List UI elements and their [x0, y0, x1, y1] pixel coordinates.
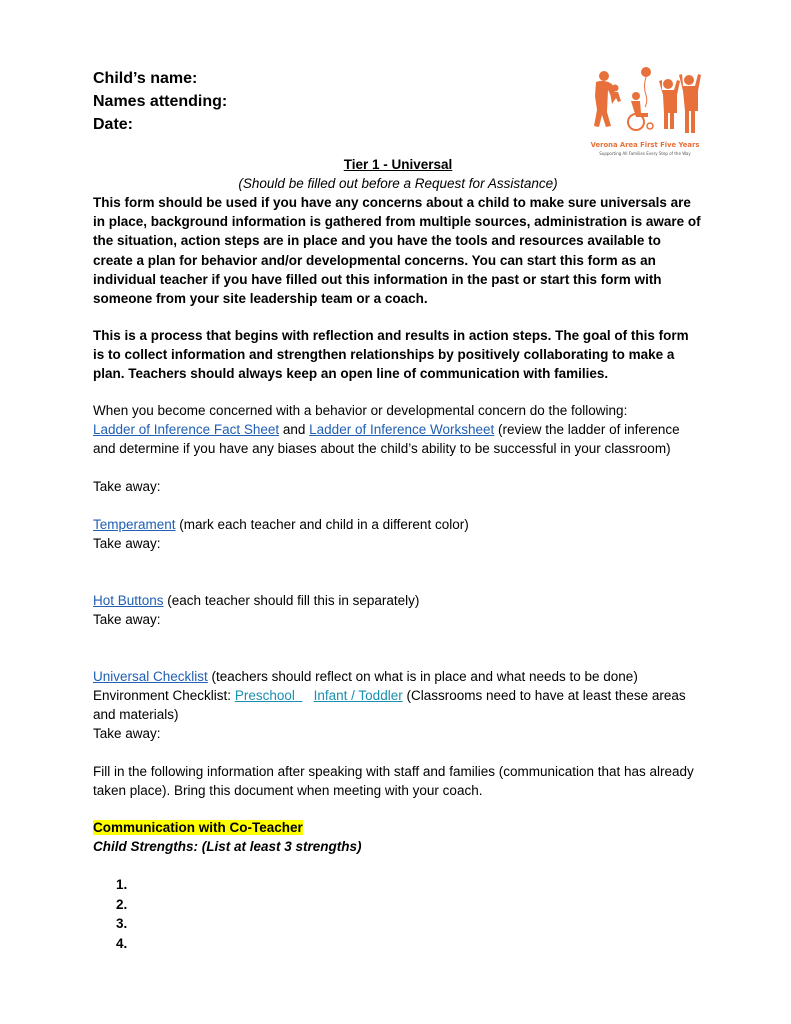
- universal-checklist-description: (teachers should reflect on what is in place and what needs to be done): [207, 669, 638, 684]
- ladder-of-inference-fact-sheet-link[interactable]: Ladder of Inference Fact Sheet: [93, 422, 280, 437]
- header-fields: [93, 67, 227, 136]
- universal-checklist-link[interactable]: Universal Checklist: [93, 669, 208, 684]
- list-item: 1.: [116, 877, 128, 892]
- take-away-label: Take away:: [93, 612, 161, 627]
- hot-buttons-link[interactable]: Hot Buttons: [93, 593, 164, 608]
- logo-org-name: Verona Area First Five Years: [590, 141, 700, 149]
- strengths-heading: Child Strengths: (List at least 3 strengths): [93, 839, 362, 854]
- communication-heading: Communication with Co-Teacher: [93, 820, 303, 835]
- intro-paragraph: This form should be used if you have any concerns about a child to make sure universals are in place, background information is gathered from multiple sources, administration is aware of the situation, action steps are in place and you have the tools and resources available to create a plan for behavior and/or developmental concerns. You can start this form as an individual teacher if you have filled out this information in the past or start this form with someone from your site leadership team or a coach.: [93, 195, 701, 307]
- preschool-link[interactable]: Preschool: [234, 688, 295, 704]
- list-item: 2.: [116, 896, 128, 912]
- hot-buttons-description: (each teacher should fill this in separately): [163, 593, 420, 608]
- environment-checklist-label: Environment Checklist:: [93, 688, 235, 704]
- list-item: 4.: [116, 935, 128, 951]
- ladder-of-inference-section: [93, 420, 703, 458]
- names-attending-label: Names attending:: [93, 93, 228, 110]
- ladder-of-inference-worksheet-link[interactable]: Ladder of Inference Worksheet: [309, 422, 495, 437]
- take-away-label: Take away:: [93, 536, 161, 551]
- fill-in-paragraph: Fill in the following information after speaking with staff and families (communication that has already taken place). Bring this document when meeting with your coach.: [93, 764, 694, 799]
- logo-tagline: Supporting All Families Every Step of the Way: [599, 151, 691, 156]
- environment-checklist-description: (Classrooms need to have at least these areas and materials): [93, 688, 686, 723]
- tier-subtitle: (Should be filled out before a Request for Assistance): [238, 176, 558, 191]
- list-item: 3.: [116, 916, 128, 931]
- organization-logo: [588, 64, 702, 158]
- strengths-list: [116, 875, 127, 953]
- child-name-label: Child’s name:: [93, 70, 198, 87]
- communication-heading-wrap: [93, 818, 703, 837]
- take-away-label: Take away:: [93, 479, 161, 494]
- infant-toddler-link[interactable]: Infant / Toddler: [313, 688, 403, 704]
- ladder-and-text: and: [279, 422, 310, 437]
- concern-intro: When you become concerned with a behavior or developmental concern do the following:: [93, 403, 628, 418]
- universal-checklist-section: [93, 667, 703, 725]
- temperament-description: (mark each teacher and child in a different color): [175, 517, 469, 532]
- tier-title: Tier 1 - Universal: [343, 157, 453, 172]
- temperament-link[interactable]: Temperament: [93, 517, 176, 532]
- ladder-description: (review the ladder of inference and determine if you have any biases about the child’s ability to be successful in your classroom): [93, 422, 680, 457]
- take-away-label: Take away:: [93, 726, 161, 741]
- date-label: Date:: [93, 116, 134, 133]
- process-paragraph: This is a process that begins with reflection and results in action steps. The goal of this form is to collect information and strengthen relationships by positively collaborating to make a plan. Teachers should always keep an open line of communication with families.: [93, 328, 689, 382]
- hot-buttons-section: [93, 591, 703, 610]
- temperament-section: [93, 515, 703, 534]
